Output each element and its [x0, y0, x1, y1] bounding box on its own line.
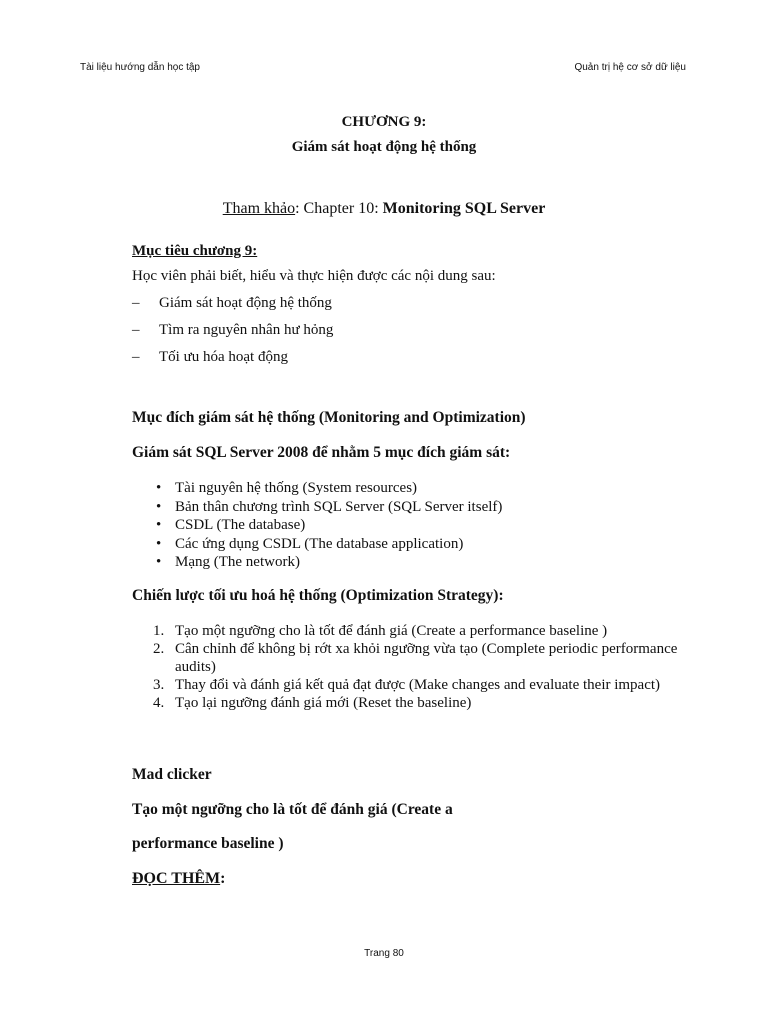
list-item: • Mạng (The network) [156, 554, 300, 570]
purpose-list-wrap [132, 479, 692, 572]
read-more [132, 870, 225, 888]
list-item: 2. Cân chỉnh để không bị rớt xa khỏi ngưỡng vừa tạo (Complete periodic performance audits) [153, 641, 678, 675]
objectives-heading: Mục tiêu chương 9: [132, 243, 258, 259]
reference-line [0, 200, 768, 218]
list-item: • CSDL (The database) [156, 517, 306, 533]
list-item: • Bản thân chương trình SQL Server (SQL Server itself) [156, 498, 503, 515]
list-item: – Giám sát hoạt động hệ thống [132, 295, 332, 311]
list-item: 4. Tạo lại ngưỡng đánh giá mới (Reset the baseline) [153, 695, 472, 711]
list-item: • Các ứng dụng CSDL (The database application) [156, 535, 464, 552]
objectives-intro: Học viên phải biết, hiểu và thực hiện được các nội dung sau: [132, 268, 496, 284]
reference-label: Tham khảo [222, 200, 296, 217]
list-item: 1. Tạo một ngưỡng cho là tốt để đánh giá (Create a performance baseline ) [153, 623, 608, 639]
reference-text: : Chapter 10: [295, 200, 383, 217]
strategy-list-wrap [132, 622, 712, 712]
strategy-list [132, 622, 712, 712]
chapter-subtitle: Giám sát hoạt động hệ thống [291, 139, 477, 155]
read-more-label: ĐỌC THÊM [132, 870, 221, 887]
purpose-list [132, 479, 692, 572]
reference-bold: Monitoring SQL Server [382, 200, 546, 217]
list-item: – Tìm ra nguyên nhân hư hỏng [132, 322, 334, 338]
header-left: Tài liệu hướng dẫn học tập [80, 62, 200, 73]
purpose-subheading: Giám sát SQL Server 2008 để nhằm 5 mục đích giám sát: [132, 444, 511, 461]
purpose-heading: Mục đích giám sát hệ thống (Monitoring and Optimization) [132, 409, 526, 426]
baseline-heading-line2: performance baseline ) [132, 835, 284, 852]
mad-clicker: Mad clicker [132, 766, 212, 783]
chapter-title: CHƯƠNG 9: [341, 114, 427, 130]
page-number: Trang 80 [364, 948, 404, 959]
read-more-colon: : [220, 870, 226, 887]
list-item: • Tài nguyên hệ thống (System resources) [156, 480, 418, 496]
baseline-heading-line1: Tạo một ngưỡng cho là tốt để đánh giá (Create a [132, 801, 453, 818]
list-item: – Tối ưu hóa hoạt động [132, 349, 288, 365]
list-item: 3. Thay đổi và đánh giá kết quả đạt được (Make changes and evaluate their impact) [153, 677, 661, 693]
header-right: Quản trị hệ cơ sở dữ liệu [574, 62, 686, 73]
strategy-heading: Chiến lược tối ưu hoá hệ thống (Optimization Strategy): [132, 587, 504, 604]
